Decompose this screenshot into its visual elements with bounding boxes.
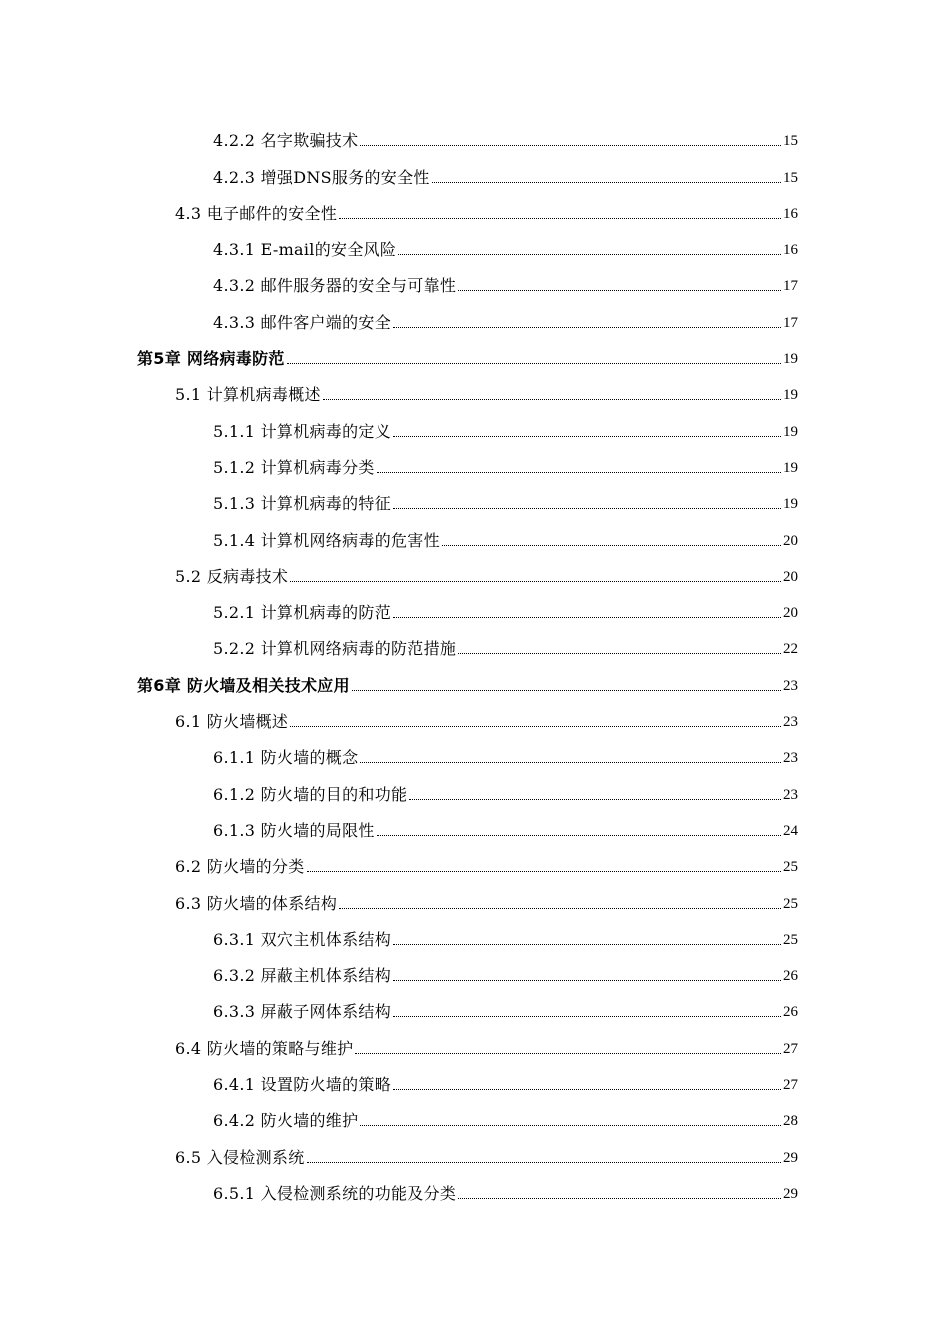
toc-entry[interactable] bbox=[0, 121, 950, 157]
toc-page-number: 20 bbox=[783, 568, 798, 585]
toc-entry[interactable] bbox=[0, 448, 950, 484]
toc-page-number: 19 bbox=[783, 387, 798, 404]
dot-leader bbox=[458, 290, 781, 291]
dot-leader bbox=[307, 1162, 781, 1163]
toc-entry-title: 4.3.2 邮件服务器的安全与可靠性 bbox=[213, 276, 457, 296]
toc-entry[interactable] bbox=[0, 302, 950, 338]
dot-leader bbox=[287, 363, 781, 364]
toc-entry-title: 6.3 防火墙的体系结构 bbox=[175, 893, 338, 913]
toc-page-number: 29 bbox=[783, 1149, 798, 1166]
toc-entry-title: 4.3.1 E-mail的安全风险 bbox=[213, 240, 397, 260]
dot-leader bbox=[393, 944, 781, 945]
toc-entry-title: 6.1 防火墙概述 bbox=[175, 712, 289, 732]
toc-entry[interactable] bbox=[0, 484, 950, 520]
toc-entry[interactable] bbox=[0, 956, 950, 992]
dot-leader bbox=[339, 218, 781, 219]
toc-entry-title: 6.5 入侵检测系统 bbox=[175, 1147, 305, 1167]
toc-entry-title: 5.1.1 计算机病毒的定义 bbox=[213, 421, 391, 441]
dot-leader bbox=[290, 581, 781, 582]
toc-page-number: 28 bbox=[783, 1113, 798, 1130]
toc-entry-title: 6.4 防火墙的策略与维护 bbox=[175, 1038, 354, 1058]
dot-leader bbox=[442, 545, 781, 546]
toc-page-number: 16 bbox=[783, 205, 798, 222]
toc-entry-title: 6.3.3 屏蔽子网体系结构 bbox=[213, 1002, 391, 1022]
dot-leader bbox=[393, 1089, 781, 1090]
toc-page-number: 27 bbox=[783, 1040, 798, 1057]
dot-leader bbox=[393, 508, 781, 509]
dot-leader bbox=[323, 399, 781, 400]
dot-leader bbox=[377, 472, 781, 473]
toc-page-number: 20 bbox=[783, 532, 798, 549]
toc-entry[interactable] bbox=[0, 1101, 950, 1137]
toc-entry[interactable] bbox=[0, 920, 950, 956]
toc-page-number: 23 bbox=[783, 677, 798, 694]
toc-page-number: 19 bbox=[783, 459, 798, 476]
toc-entry[interactable] bbox=[0, 1174, 950, 1210]
toc-entry-title: 6.4.1 设置防火墙的策略 bbox=[213, 1075, 391, 1095]
dot-leader bbox=[339, 908, 781, 909]
toc-page-number: 24 bbox=[783, 822, 798, 839]
toc-entry-title: 5.1 计算机病毒概述 bbox=[175, 385, 321, 405]
toc-entry[interactable] bbox=[0, 883, 950, 919]
toc-page-number: 19 bbox=[783, 423, 798, 440]
dot-leader bbox=[458, 1198, 781, 1199]
toc-entry[interactable] bbox=[0, 992, 950, 1028]
toc-entry[interactable] bbox=[0, 411, 950, 447]
toc-page-number: 19 bbox=[783, 496, 798, 513]
toc-entry-title: 5.2 反病毒技术 bbox=[175, 566, 289, 586]
toc-page-number: 25 bbox=[783, 895, 798, 912]
toc-page-number: 15 bbox=[783, 133, 798, 150]
dot-leader bbox=[360, 762, 781, 763]
toc-chapter-title: 第6章 防火墙及相关技术应用 bbox=[137, 675, 350, 695]
toc-page-number: 26 bbox=[783, 1004, 798, 1021]
toc-entry-title: 6.2 防火墙的分类 bbox=[175, 857, 305, 877]
toc-page-number: 25 bbox=[783, 859, 798, 876]
toc-entry-title: 4.3 电子邮件的安全性 bbox=[175, 203, 338, 223]
toc-page-number: 23 bbox=[783, 750, 798, 767]
toc-entry[interactable] bbox=[0, 629, 950, 665]
toc-entry[interactable] bbox=[0, 520, 950, 556]
dot-leader bbox=[307, 871, 781, 872]
toc-entry[interactable] bbox=[0, 1137, 950, 1173]
toc-page-number: 23 bbox=[783, 786, 798, 803]
toc-entry-title: 6.5.1 入侵检测系统的功能及分类 bbox=[213, 1183, 457, 1203]
dot-leader bbox=[377, 835, 781, 836]
dot-leader bbox=[432, 182, 781, 183]
toc-entry[interactable] bbox=[0, 738, 950, 774]
dot-leader bbox=[409, 799, 781, 800]
toc-entry-title: 4.2.2 名字欺骗技术 bbox=[213, 131, 359, 151]
toc-entry[interactable] bbox=[0, 593, 950, 629]
toc-entry-title: 5.1.4 计算机网络病毒的危害性 bbox=[213, 530, 440, 550]
dot-leader bbox=[393, 327, 781, 328]
dot-leader bbox=[360, 1125, 781, 1126]
toc-page-number: 25 bbox=[783, 931, 798, 948]
toc-page-number: 27 bbox=[783, 1077, 798, 1094]
toc-entry[interactable] bbox=[0, 774, 950, 810]
toc-chapter-title: 第5章 网络病毒防范 bbox=[137, 349, 285, 369]
toc-entry[interactable] bbox=[0, 1065, 950, 1101]
toc-page-number: 15 bbox=[783, 169, 798, 186]
toc-page-number: 23 bbox=[783, 714, 798, 731]
dot-leader bbox=[290, 726, 781, 727]
dot-leader bbox=[393, 436, 781, 437]
toc-entry-title: 6.1.1 防火墙的概念 bbox=[213, 748, 359, 768]
toc-entry[interactable] bbox=[0, 1028, 950, 1064]
toc-entry-title: 5.2.2 计算机网络病毒的防范措施 bbox=[213, 639, 457, 659]
toc-entry[interactable] bbox=[0, 230, 950, 266]
toc-chapter-entry[interactable] bbox=[0, 339, 950, 375]
toc-entry[interactable] bbox=[0, 157, 950, 193]
dot-leader bbox=[355, 1053, 781, 1054]
toc-page-number: 16 bbox=[783, 242, 798, 259]
toc-entry[interactable] bbox=[0, 702, 950, 738]
toc-entry-title: 5.2.1 计算机病毒的防范 bbox=[213, 603, 391, 623]
toc-entry-title: 5.1.3 计算机病毒的特征 bbox=[213, 494, 391, 514]
toc-page-number: 29 bbox=[783, 1185, 798, 1202]
toc-page-number: 19 bbox=[783, 351, 798, 368]
dot-leader bbox=[458, 653, 781, 654]
toc-entry-title: 6.1.2 防火墙的目的和功能 bbox=[213, 784, 408, 804]
dot-leader bbox=[360, 145, 781, 146]
toc-entry[interactable] bbox=[0, 811, 950, 847]
toc-entry[interactable] bbox=[0, 557, 950, 593]
toc-entry-title: 6.4.2 防火墙的维护 bbox=[213, 1111, 359, 1131]
toc-page-number: 17 bbox=[783, 314, 798, 331]
dot-leader bbox=[352, 690, 781, 691]
toc-entry-title: 6.3.2 屏蔽主机体系结构 bbox=[213, 966, 391, 986]
toc-page-number: 26 bbox=[783, 968, 798, 985]
toc-entry-title: 4.2.3 增强DNS服务的安全性 bbox=[213, 167, 430, 187]
toc-page-number: 20 bbox=[783, 605, 798, 622]
toc-chapter-entry[interactable] bbox=[0, 665, 950, 701]
toc-entry[interactable] bbox=[0, 847, 950, 883]
toc-entry[interactable] bbox=[0, 266, 950, 302]
toc-entry-title: 6.1.3 防火墙的局限性 bbox=[213, 820, 375, 840]
toc-entry-title: 4.3.3 邮件客户端的安全 bbox=[213, 312, 391, 332]
toc-entry-title: 5.1.2 计算机病毒分类 bbox=[213, 457, 375, 477]
toc-entry[interactable] bbox=[0, 375, 950, 411]
dot-leader bbox=[398, 254, 781, 255]
table-of-contents bbox=[0, 121, 950, 1210]
toc-entry[interactable] bbox=[0, 194, 950, 230]
toc-page-number: 22 bbox=[783, 641, 798, 658]
toc-page-number: 17 bbox=[783, 278, 798, 295]
dot-leader bbox=[393, 617, 781, 618]
dot-leader bbox=[393, 1016, 781, 1017]
toc-entry-title: 6.3.1 双穴主机体系结构 bbox=[213, 929, 391, 949]
dot-leader bbox=[393, 980, 781, 981]
